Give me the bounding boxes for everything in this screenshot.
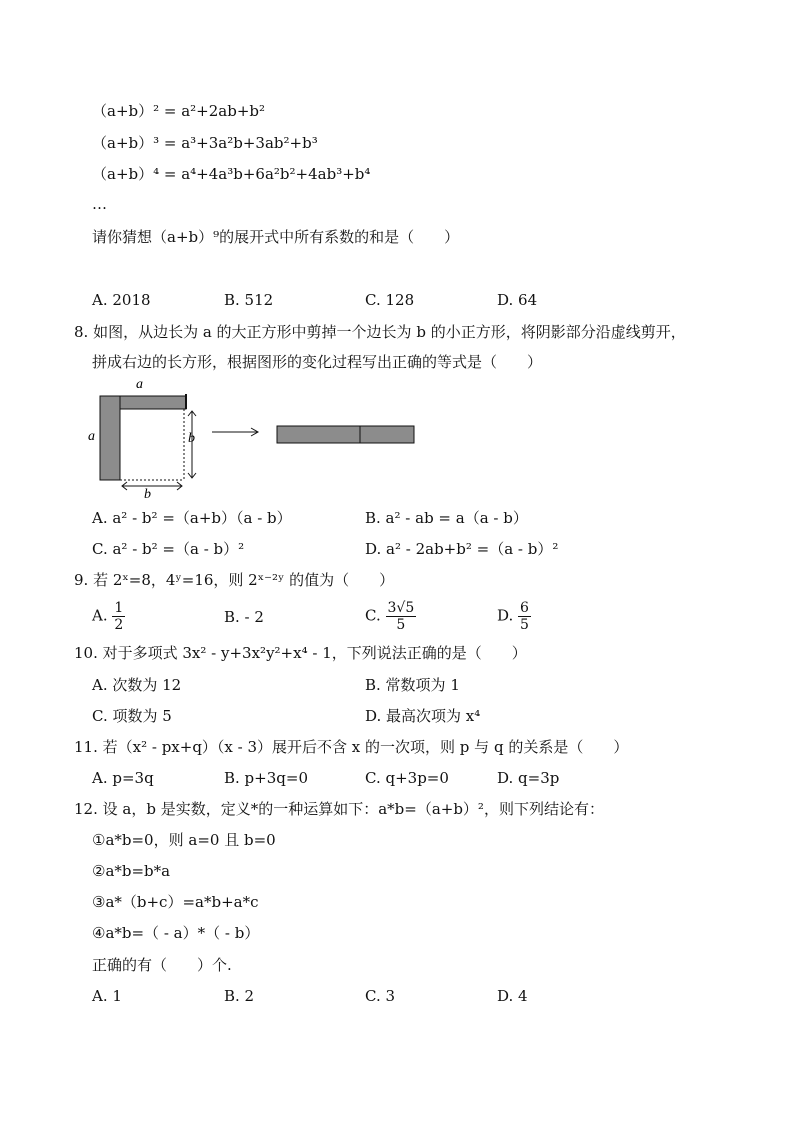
q10-option-d: D. 最高次项为 x⁴ bbox=[365, 707, 481, 725]
label-a-left: a bbox=[88, 429, 95, 444]
q9-stem: 9. 若 2ˣ=8，4ʸ=16，则 2ˣ⁻²ʸ 的值为（ ） bbox=[74, 571, 395, 589]
q7-option-b: B. 512 bbox=[224, 291, 274, 309]
q8-option-d: D. a² - 2ab+b² =（a - b）² bbox=[365, 540, 559, 558]
ellipsis: … bbox=[92, 195, 107, 213]
q11-option-d: D. q=3p bbox=[497, 769, 560, 787]
shaded-top-strip bbox=[120, 396, 186, 409]
q9-a-num: 1 bbox=[114, 600, 124, 616]
q9-option-d-label: D. bbox=[497, 606, 514, 625]
q9-option-c-label: C. bbox=[365, 606, 381, 625]
q9-a-den: 2 bbox=[114, 617, 124, 633]
q7-stem: 请你猜想（a+b）⁹的展开式中所有系数的和是（ ） bbox=[92, 228, 460, 246]
q9-d-num: 6 bbox=[520, 600, 529, 616]
q12-option-d: D. 4 bbox=[497, 987, 528, 1005]
q12-statement-1: ①a*b=0，则 a=0 且 b=0 bbox=[92, 831, 276, 849]
q12-option-c: C. 3 bbox=[365, 987, 396, 1005]
q8-figure bbox=[84, 372, 424, 500]
q9-option-a-fraction bbox=[112, 600, 125, 633]
result-rectangle-left bbox=[277, 426, 360, 443]
q9-option-c-fraction bbox=[386, 600, 417, 633]
q9-c-den: 5 bbox=[396, 617, 406, 633]
q9-option-d-fraction bbox=[518, 600, 531, 633]
q12-statement-3: ③a*（b+c）=a*b+a*c bbox=[92, 893, 259, 911]
q8-stem-line1: 8. 如图，从边长为 a 的大正方形中剪掉一个边长为 b 的小正方形，将阴影部分沿虚线剪开， bbox=[74, 323, 686, 341]
shaded-left-strip bbox=[100, 396, 120, 480]
q9-option-a-label: A. bbox=[92, 606, 108, 625]
expansion-3: （a+b）³ = a³+3a²b+3ab²+b³ bbox=[92, 134, 318, 152]
q11-option-c: C. q+3p=0 bbox=[365, 769, 449, 787]
q10-option-b: B. 常数项为 1 bbox=[365, 676, 460, 694]
q12-option-a: A. 1 bbox=[92, 987, 122, 1005]
q12-stem: 12. 设 a，b 是实数，定义*的一种运算如下：a*b=（a+b）²，则下列结论有： bbox=[74, 800, 604, 818]
expansion-4: （a+b）⁴ = a⁴+4a³b+6a²b²+4ab³+b⁴ bbox=[92, 165, 371, 183]
q9-d-den: 5 bbox=[520, 617, 529, 633]
q12-option-b: B. 2 bbox=[224, 987, 255, 1005]
q11-option-a: A. p=3q bbox=[92, 769, 154, 787]
q11-option-b: B. p+3q=0 bbox=[224, 769, 308, 787]
q8-option-a: A. a² - b² =（a+b）（a - b） bbox=[92, 509, 292, 527]
q7-option-d: D. 64 bbox=[497, 291, 538, 309]
q10-option-a: A. 次数为 12 bbox=[92, 676, 182, 694]
q9-c-num: 3√5 bbox=[387, 600, 415, 616]
q11-stem: 11. 若（x² - px+q）（x - 3）展开后不含 x 的一次项，则 p 与 q 的关系是（ ） bbox=[74, 738, 629, 756]
q7-option-c: C. 128 bbox=[365, 291, 415, 309]
q9-option-b: B. - 2 bbox=[224, 608, 264, 626]
q10-option-c: C. 项数为 5 bbox=[92, 707, 172, 725]
q10-stem: 10. 对于多项式 3x² - y+3x²y²+x⁴ - 1，下列说法正确的是（ ） bbox=[74, 644, 527, 662]
q9-option-a bbox=[92, 600, 125, 633]
q9-option-d bbox=[497, 600, 531, 633]
q7-option-a: A. 2018 bbox=[92, 291, 151, 309]
label-b-bottom: b bbox=[144, 487, 151, 500]
q9-option-c bbox=[365, 600, 416, 633]
q8-option-b: B. a² - ab = a（a - b） bbox=[365, 509, 528, 527]
q12-statement-4: ④a*b=（ - a）*（ - b） bbox=[92, 924, 260, 942]
q12-ask: 正确的有（ ）个. bbox=[92, 956, 232, 974]
q12-statement-2: ②a*b=b*a bbox=[92, 862, 171, 880]
label-b-right: b bbox=[188, 431, 195, 446]
q8-option-c: C. a² - b² =（a - b）² bbox=[92, 540, 245, 558]
result-rectangle-right bbox=[360, 426, 414, 443]
expansion-2: （a+b）² = a²+2ab+b² bbox=[92, 102, 266, 120]
label-a-top: a bbox=[136, 377, 143, 392]
q8-stem-line2: 拼成右边的长方形，根据图形的变化过程写出正确的等式是（ ） bbox=[92, 353, 543, 371]
